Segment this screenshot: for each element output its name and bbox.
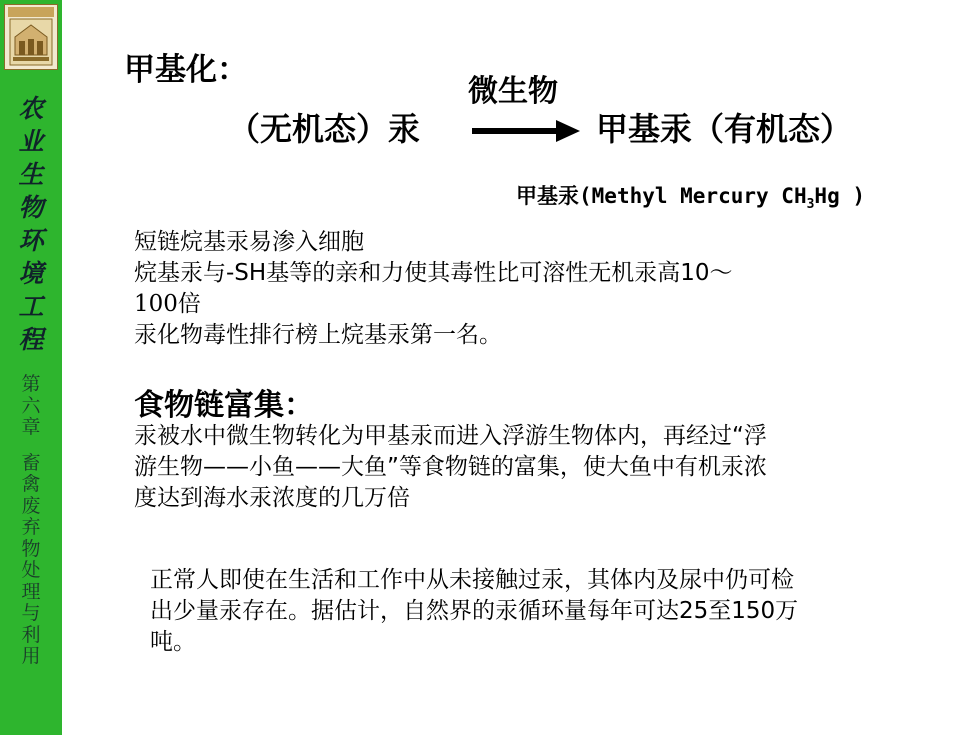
text-line: 汞化物毒性排行榜上烷基汞第一名。 <box>134 322 502 348</box>
course-char: 程 <box>18 325 44 354</box>
text-line: 度达到海水汞浓度的几万倍 <box>134 485 410 511</box>
note-subscript: 3 <box>806 197 815 213</box>
chapter-char: 废 <box>21 494 41 517</box>
text-line: 烷基汞与-SH基等的亲和力使其毒性比可溶性无机汞高10～ <box>134 260 733 286</box>
reaction-reactant: （无机态）汞 <box>228 110 421 148</box>
course-char: 境 <box>18 259 44 288</box>
note-en: Methyl Mercury CH <box>591 184 807 208</box>
chapter-char: 理 <box>21 580 41 603</box>
chapter-char: 物 <box>21 537 41 560</box>
course-char: 物 <box>18 193 44 222</box>
chapter-char: 六 <box>21 394 41 417</box>
methylation-heading: 甲基化： <box>124 52 248 88</box>
right-arrow-icon <box>472 120 582 142</box>
university-seal-icon <box>4 4 58 70</box>
chapter-char: 利 <box>21 623 41 646</box>
course-char: 工 <box>18 292 44 321</box>
course-char: 环 <box>18 226 44 255</box>
chapter-char: 弃 <box>21 516 41 538</box>
food-chain-paragraph <box>134 421 767 514</box>
chapter-char: 用 <box>21 645 41 667</box>
chapter-char: 第 <box>21 373 41 395</box>
chapter-char: 章 <box>21 416 41 438</box>
course-char: 业 <box>18 127 44 156</box>
text-line: 汞被水中微生物转化为甲基汞而进入浮游生物体内，再经过“浮 <box>134 423 767 449</box>
course-char: 农 <box>18 94 44 123</box>
reaction-condition: 微生物 <box>468 74 558 109</box>
chapter-char: 禽 <box>21 473 41 495</box>
note-tail: Hg ) <box>814 184 865 208</box>
chapter-char: 处 <box>21 559 41 581</box>
reaction-product: 甲基汞（有机态） <box>596 110 853 148</box>
food-chain-heading: 食物链富集： <box>134 388 314 423</box>
course-title-vertical <box>14 92 48 356</box>
text-line: 100倍 <box>134 291 201 317</box>
toxicity-paragraph <box>134 227 732 351</box>
text-line: 游生物——小鱼——大鱼”等食物链的富集，使大鱼中有机汞浓 <box>134 454 767 480</box>
chapter-title-vertical <box>16 374 46 668</box>
course-char: 生 <box>18 160 44 189</box>
chapter-char: 畜 <box>21 451 41 474</box>
text-line: 吨。 <box>150 629 196 655</box>
sidebar <box>0 0 62 735</box>
text-line: 短链烷基汞易渗入细胞 <box>134 229 364 255</box>
methylmercury-note <box>516 180 865 212</box>
chapter-char: 与 <box>21 602 41 624</box>
text-line: 出少量汞存在。据估计，自然界的汞循环量每年可达25至150万 <box>150 598 799 624</box>
mercury-cycle-paragraph <box>150 565 798 658</box>
note-paren: ( <box>579 184 592 208</box>
note-cn: 甲基汞 <box>516 184 579 208</box>
text-line: 正常人即使在生活和工作中从未接触过汞，其体内及尿中仍可检 <box>150 567 794 593</box>
